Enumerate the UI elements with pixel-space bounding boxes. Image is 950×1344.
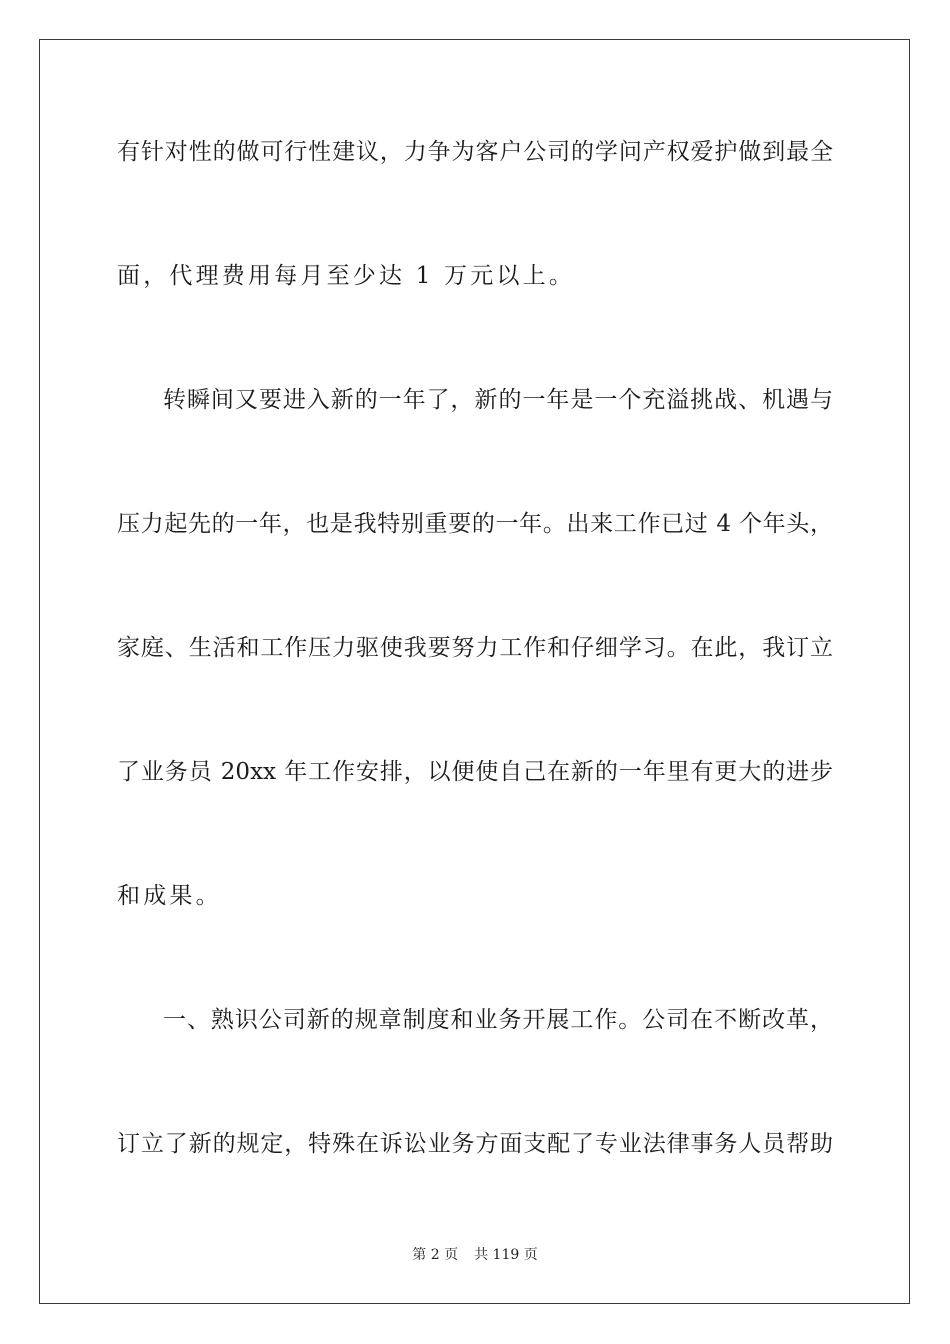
body-text-line: 和成果。 [117, 883, 222, 909]
body-text-line: 一、熟识公司新的规章制度和业务开展工作。公司在不断改革， [163, 1007, 833, 1033]
total-pages: 共 119 页 [474, 1247, 538, 1263]
page-footer [0, 1245, 950, 1265]
body-text-line: 转瞬间又要进入新的一年了，新的一年是一个充溢挑战、机遇与 [163, 387, 833, 413]
body-text-line: 压力起先的一年，也是我特别重要的一年。出来工作已过 4 个年头， [117, 511, 833, 537]
page-number: 第 2 页 [412, 1247, 459, 1263]
body-text-line: 家庭、生活和工作压力驱使我要努力工作和仔细学习。在此，我订立 [117, 635, 833, 661]
body-text-line: 订立了新的规定，特殊在诉讼业务方面支配了专业法律事务人员帮助 [117, 1131, 833, 1157]
body-text-line: 有针对性的做可行性建议，力争为客户公司的学问产权爱护做到最全 [117, 139, 833, 165]
body-text-line: 了业务员 20xx 年工作安排，以便使自己在新的一年里有更大的进步 [117, 759, 833, 785]
page-border [39, 39, 910, 1304]
body-text-line: 面，代理费用每月至少达 1 万元以上。 [117, 263, 576, 289]
